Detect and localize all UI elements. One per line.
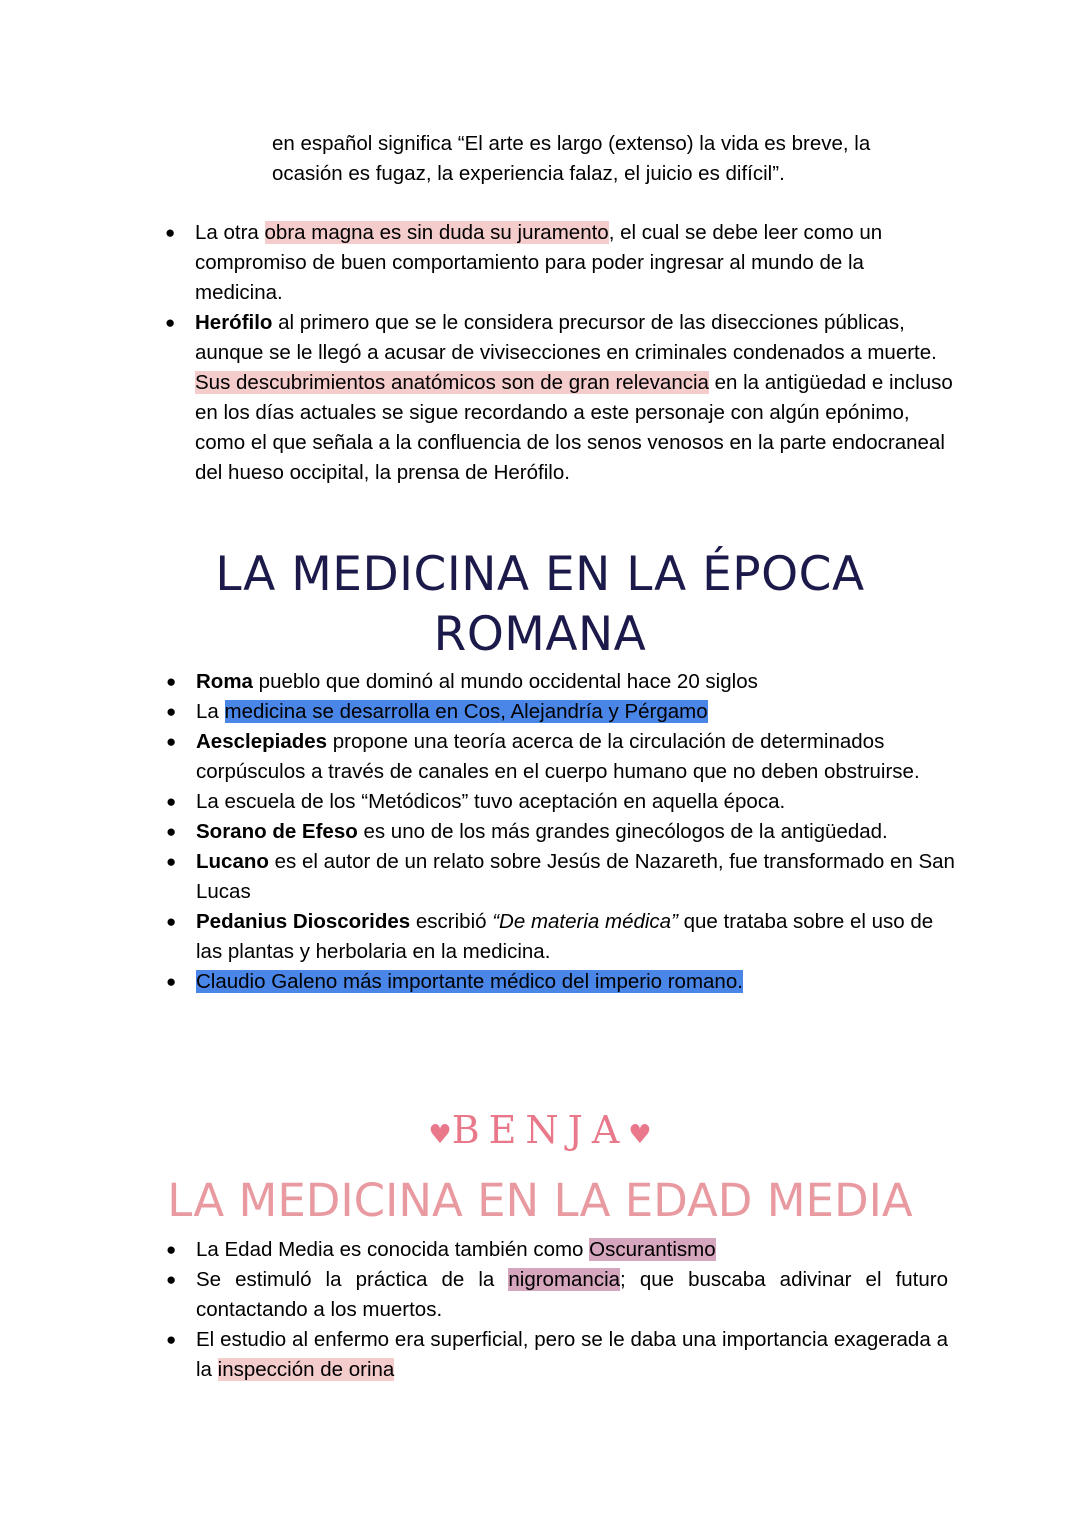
bullet-icon: ● — [165, 313, 176, 332]
highlight: Oscurantismo — [589, 1238, 716, 1261]
heading-line-1: LA MEDICINA EN LA ÉPOCA — [215, 547, 865, 602]
list-item: ● Pedanius Dioscorides escribió “De materia médica” que trataba sobre el uso de las plantas y herbolaria en la medicina. — [196, 907, 956, 967]
list-item: ● Sorano de Efeso es uno de los más grandes ginecólogos de la antigüedad. — [196, 817, 956, 847]
medieval-medicine-list — [166, 1235, 948, 1385]
continuation-paragraph — [272, 129, 972, 189]
list-item: ● Herófilo al primero que se le considera precursor de las disecciones públicas, aunque se le llegó a acusar de vivisecciones en criminales condenados a muerte. Sus descubrimientos anatómicos son de gran relevancia en la antigüedad e incluso en los días actuales se sigue recordando a este personaje con algún epónimo, como el que señala a la confluencia de los senos venosos en la parte endocraneal del hueso occipital, la prensa de Herófilo. — [195, 308, 955, 488]
person-name: Pedanius Dioscorides — [196, 910, 411, 933]
continuation-line-1: en español significa “El arte es largo (extenso) la vida es breve, la — [272, 132, 871, 155]
bullet-icon: ● — [166, 1240, 177, 1259]
person-name: Roma — [196, 670, 253, 693]
author-signature — [0, 1108, 1080, 1152]
list-item — [166, 967, 956, 997]
list-item: ● El estudio al enfermo era superficial, pero se le daba una importancia exagerada a la inspección de orina — [196, 1325, 948, 1385]
bullet-icon: ● — [166, 672, 177, 691]
highlight: medicina se desarrolla en Cos, Alejandría y Pérgamo — [224, 700, 708, 723]
person-name: Herófilo — [195, 311, 273, 334]
list-item: ● Lucano es el autor de un relato sobre Jesús de Nazareth, fue transformado en San Lucas — [196, 847, 956, 907]
highlight: Sus descubrimientos anatómicos son de gran relevancia — [195, 371, 709, 394]
heading-medieval-medicine: LA MEDICINA EN LA EDAD MEDIA — [167, 1174, 913, 1227]
heart-icon: ♥ — [428, 1120, 452, 1150]
roman-medicine-list — [166, 667, 956, 997]
greek-medicine-list — [165, 218, 955, 488]
bullet-icon: ● — [166, 852, 177, 871]
heading-roman-medicine — [0, 545, 1080, 665]
person-name: Aesclepiades — [196, 730, 328, 753]
highlight: nigromancia — [508, 1268, 621, 1291]
bullet-icon: ● — [166, 792, 177, 811]
list-item: ● La escuela de los “Metódicos” tuvo aceptación en aquella época. — [196, 787, 956, 817]
heading-line-2: ROMANA — [433, 607, 647, 662]
list-item: ● La Edad Media es conocida también como Oscurantismo — [196, 1235, 948, 1265]
book-title: “De materia médica” — [492, 910, 678, 933]
highlight: inspección de orina — [217, 1358, 395, 1381]
person-name: Lucano — [196, 850, 269, 873]
highlight: obra magna es sin duda su juramento — [264, 221, 609, 244]
bullet-icon: ● — [166, 1330, 177, 1349]
list-item: ● Roma pueblo que dominó al mundo occidental hace 20 siglos — [196, 667, 956, 697]
list-item: ● La medicina se desarrolla en Cos, Alejandría y Pérgamo — [196, 697, 956, 727]
continuation-line-2: ocasión es fugaz, la experiencia falaz, el juicio es difícil”. — [272, 162, 785, 185]
highlight: Claudio Galeno más importante médico del imperio romano. — [196, 970, 743, 993]
bullet-icon: ● — [166, 702, 177, 721]
bullet-icon: ● — [166, 912, 177, 931]
bullet-icon: ● — [166, 732, 177, 751]
list-item: ● Se estimuló la práctica de la nigromancia; que buscaba adivinar el futuro contactando a los muertos. — [196, 1265, 948, 1325]
heart-icon: ♥ — [628, 1120, 652, 1150]
bullet-icon: ● — [166, 1270, 177, 1289]
bullet-icon: ● — [165, 223, 176, 242]
list-item: ● Aesclepiades propone una teoría acerca de la circulación de determinados corpúsculos a través de canales en el cuerpo humano que no deben obstruirse. — [196, 727, 956, 787]
bullet-icon: ● — [166, 972, 177, 991]
list-item: ● La otra obra magna es sin duda su juramento, el cual se debe leer como un compromiso de buen comportamiento para poder ingresar al mundo de la medicina. — [195, 218, 955, 308]
signature-name: BENJA — [451, 1108, 629, 1152]
person-name: Sorano de Efeso — [196, 820, 358, 843]
bullet-icon: ● — [166, 822, 177, 841]
